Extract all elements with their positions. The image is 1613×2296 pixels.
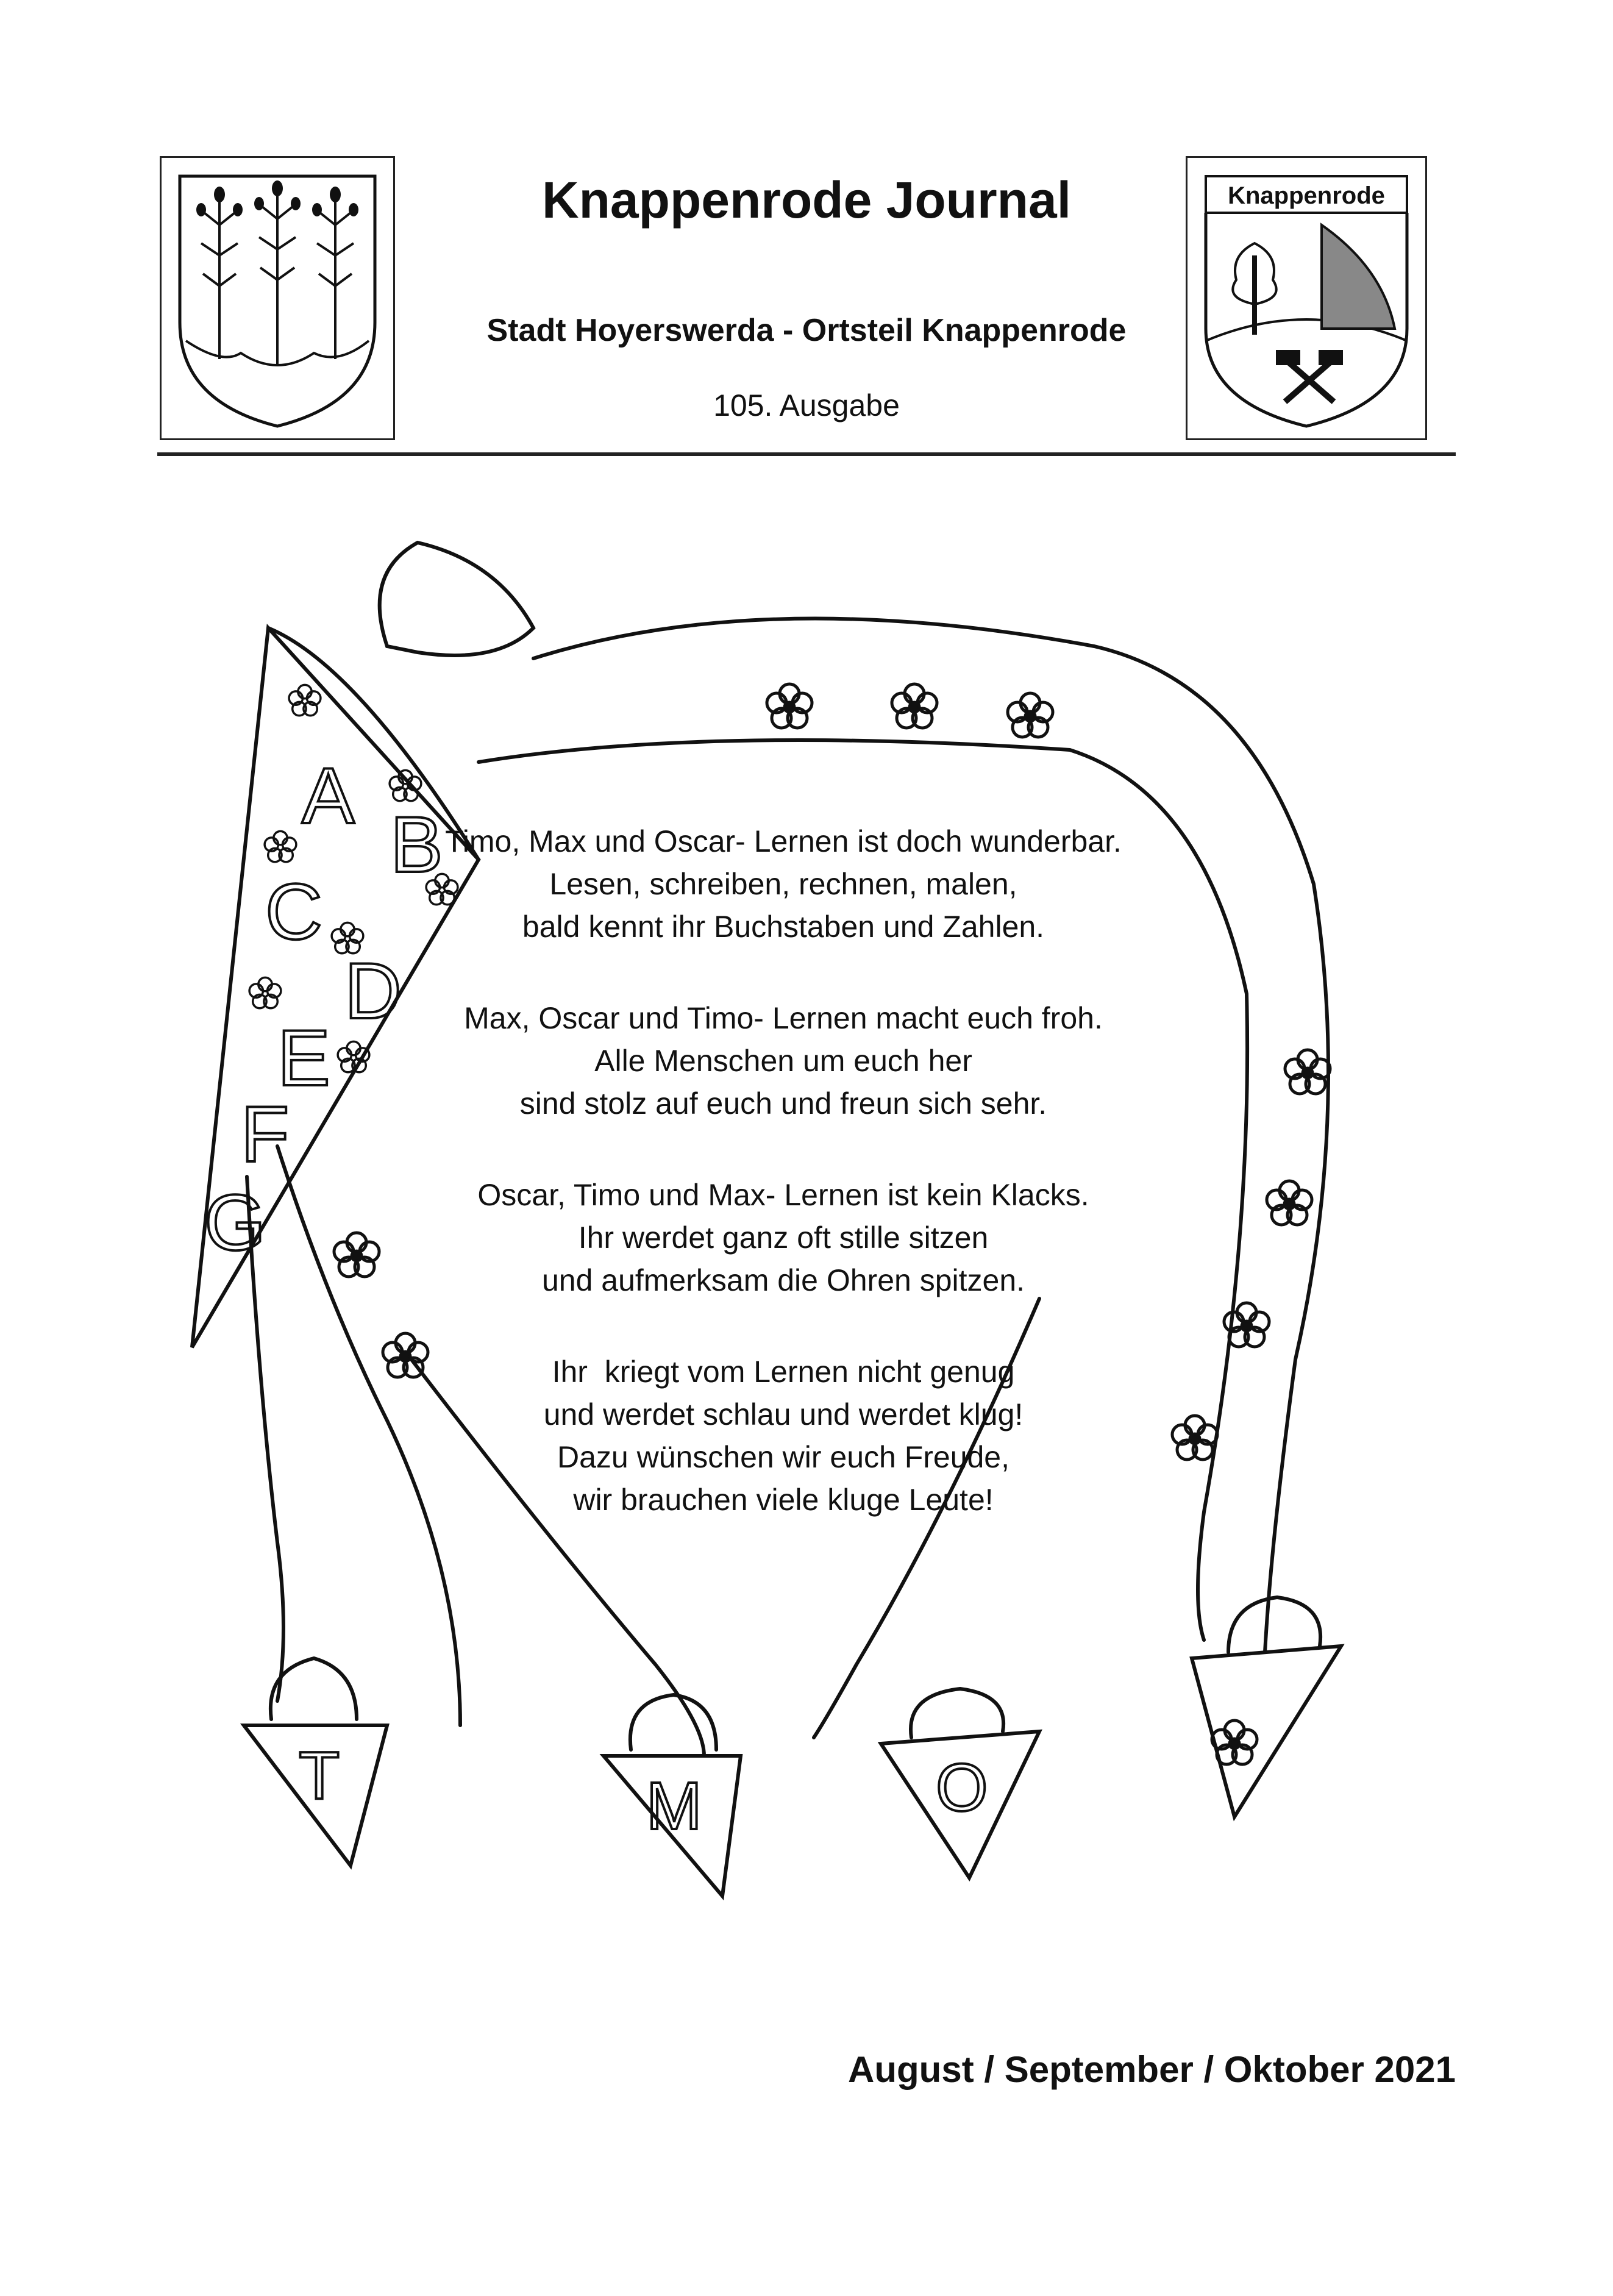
cone-letter-c: C xyxy=(265,867,322,956)
poem-line: Dazu wünschen wir euch Freude, xyxy=(557,1440,1010,1474)
small-cone-bow-flower xyxy=(1228,1597,1320,1652)
poem-line: Oscar, Timo und Max- Lernen ist kein Klacks. xyxy=(477,1178,1089,1212)
poem-line: Ihr werdet ganz oft stille sitzen xyxy=(578,1221,989,1255)
cone-letter-g: G xyxy=(204,1178,266,1267)
cone-letter-e: E xyxy=(277,1013,330,1102)
flower-icon xyxy=(1212,1720,1257,1764)
poem-line: Lesen, schreiben, rechnen, malen, xyxy=(549,867,1017,901)
poem-line: wir brauchen viele kluge Leute! xyxy=(573,1483,994,1517)
cone-letter-b: B xyxy=(390,800,443,889)
cone-letter-f: F xyxy=(241,1089,290,1178)
journal-title: Knappenrode Journal xyxy=(541,171,1072,229)
cone-letter-d: D xyxy=(344,946,402,1035)
poem-line: und werdet schlau und werdet klug! xyxy=(543,1397,1024,1431)
header-divider xyxy=(157,452,1456,456)
poem-stanza xyxy=(415,1350,1152,1521)
cone-letter-a: A xyxy=(302,751,355,840)
poem-line: Ihr kriegt vom Lernen nicht genug xyxy=(552,1355,1015,1389)
poem-line: Max, Oscar und Timo- Lernen macht euch froh. xyxy=(464,1001,1103,1035)
flower-icon xyxy=(390,770,421,800)
small-cone-letter-o: O xyxy=(936,1750,988,1825)
flower-icon xyxy=(767,684,812,728)
poem-line: und aufmerksam die Ohren spitzen. xyxy=(541,1263,1025,1297)
small-cone-letter-t: T xyxy=(299,1738,340,1813)
knappenrode-crest xyxy=(1186,156,1427,440)
poem-line: bald kennt ihr Buchstaben und Zahlen. xyxy=(522,910,1045,944)
poem-stanza xyxy=(415,997,1152,1125)
flower-icon xyxy=(249,977,281,1008)
flower-icon xyxy=(1267,1181,1312,1225)
issue-number: 105. Ausgabe xyxy=(713,388,900,422)
crest-label: Knappenrode xyxy=(1228,182,1385,209)
flower-icon xyxy=(892,684,937,728)
cone-bow xyxy=(380,543,533,655)
poem-line: Timo, Max und Oscar- Lernen ist doch wunderbar. xyxy=(445,824,1122,858)
small-cone-letter-m: M xyxy=(646,1769,702,1844)
flower-icon xyxy=(265,831,296,861)
flower-icon xyxy=(1172,1416,1217,1460)
flower-icon xyxy=(334,1233,379,1277)
poem xyxy=(415,820,1152,1570)
small-cone-bow-o xyxy=(911,1689,1003,1738)
tree-sail-hammers-crest-icon xyxy=(1187,158,1425,438)
flower-icon xyxy=(1285,1050,1330,1094)
flower-icon xyxy=(289,685,321,715)
issue-date: August / September / Oktober 2021 xyxy=(848,2049,1456,2090)
poem-stanza xyxy=(415,1174,1152,1302)
poem-stanza xyxy=(415,820,1152,948)
journal-subtitle: Stadt Hoyerswerda - Ortsteil Knappenrode xyxy=(486,313,1127,348)
poem-line: Alle Menschen um euch her xyxy=(594,1044,972,1078)
flower-icon xyxy=(1008,693,1053,737)
poem-line: sind stolz auf euch und freun sich sehr. xyxy=(519,1086,1047,1121)
